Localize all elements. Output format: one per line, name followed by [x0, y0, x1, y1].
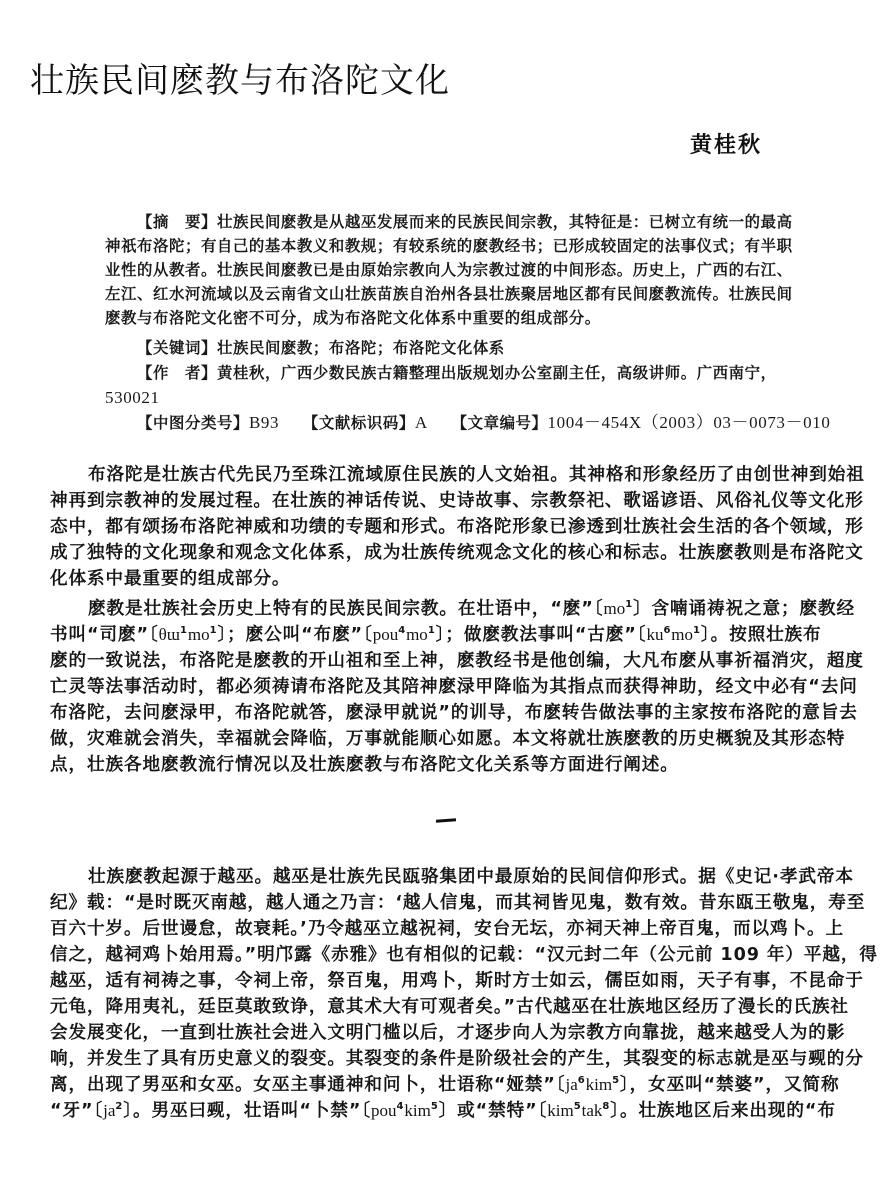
author-info-text: 黄桂秋，广西少数民族古籍整理出版规划办公室副主任，高级讲师。广西南宁，: [216, 364, 777, 382]
text-span: 〕；做麽教法事叫“古麽”〔: [435, 625, 647, 645]
tone-number: 4: [396, 1101, 405, 1112]
phonetic: ja: [103, 1101, 116, 1120]
body-line: 响，并发生了具有历史意义的裂变。其裂变的条件是阶级社会的产生，其裂变的标志就是巫与觋的分: [50, 1049, 864, 1069]
text-span: 〕含喃诵祷祝之意；麽教经: [633, 599, 855, 619]
doc-code-label: 【文献标识码】: [302, 414, 415, 432]
text-span: 〕，女巫叫“禁婆”，又简称: [619, 1075, 840, 1095]
phonetic: mo: [187, 625, 210, 644]
body-line: 化体系中最重要的组成部分。: [50, 569, 291, 589]
body-line: 神再到宗教神的发展过程。在壮族的神话传说、史诗故事、宗教祭祀、歌谣谚语、风俗礼仪等文化形: [50, 491, 864, 511]
phonetic: pou: [371, 1101, 397, 1120]
body-line: 成了独特的文化现象和观念文化体系，成为壮族传统观念文化的核心和标志。壮族麽教则是布洛陀文: [50, 543, 864, 563]
body-line: 态中，都有颂扬布洛陀神威和功绩的专题和形式。布洛陀形象已渗透到壮族社会生活的各个领域，形: [50, 517, 864, 537]
clc-label: 【中图分类号】: [137, 414, 249, 432]
body-line: [50, 1074, 840, 1096]
tone-number: 6: [663, 625, 672, 636]
text-span: 离，出现了男巫和女巫。女巫主事通神和问卜，壮语称“娅禁”〔: [50, 1075, 566, 1095]
abstract-line: [137, 212, 793, 232]
phonetic: tak: [581, 1101, 603, 1120]
body-line: 做，灾难就会消失，幸福就会降临，万事就能顺心如愿。本文将就壮族麽教的历史概貌及其形态特: [50, 729, 846, 749]
abstract-line: 左江、红水河流域以及云南省文山壮族苗族自治州各县壮族聚居地区都有民间麽教流传。壮族民间: [105, 285, 793, 303]
author-info-label: 【作 者】: [137, 364, 217, 382]
tone-number: 5: [573, 1101, 582, 1112]
text-span: 麽教是壮族社会历史上特有的民族民间宗教。在壮语中，“麽”〔: [88, 599, 604, 619]
body-line: 纪》载：“是时既灭南越，越人通之乃言：‘越人信鬼，而其祠皆见鬼，数有效。昔东瓯王敬鬼，寿至: [50, 893, 866, 913]
body-line: [50, 624, 840, 646]
phonetic: kim: [404, 1101, 431, 1120]
author-postcode: [105, 388, 785, 408]
abstract-text: 壮族民间麽教是从越巫发展而来的民族民间宗教，其特征是：已树立有统一的最高: [216, 213, 793, 231]
phonetic: mo: [671, 625, 694, 644]
abstract-line: 神祇布洛陀；有自己的基本教义和教规；有较系统的麽教经书；已形成较固定的法事仪式；有半职: [105, 237, 793, 255]
keywords-label: 【关键词】: [137, 339, 217, 357]
tone-number: 1: [625, 599, 634, 610]
text-span: 〕。男巫曰觋，壮语叫“卜禁”〔: [123, 1101, 372, 1121]
phonetic: pou: [372, 625, 399, 644]
keywords-text: 壮族民间麽教；布洛陀；布洛陀文化体系: [216, 339, 505, 357]
body-line: [88, 598, 855, 620]
tone-number: 5: [430, 1101, 439, 1112]
body-line: 元龟，降用夷礼，廷臣莫敢致诤，意其术大有可观者矣。”古代越巫在壮族地区经历了漫长的氏族社: [50, 997, 849, 1017]
clc-value: B93: [248, 413, 280, 432]
keywords-line: [137, 338, 785, 358]
text-span: “牙”〔: [50, 1101, 104, 1121]
text-span: 〕。按照壮族布: [700, 625, 822, 645]
tone-number: 8: [602, 1101, 611, 1112]
body-line: 百六十岁。后世谩怠，故衰耗。’乃令越巫立越祝祠，安台无坛，亦祠天神上帝百鬼，而以鸡卜。上: [50, 919, 845, 939]
tone-number: 1: [427, 625, 436, 636]
tone-number: 4: [398, 625, 407, 636]
tone-number: 1: [209, 625, 218, 636]
article-no-value: 1004－454X（2003）03－0073－010: [547, 413, 831, 432]
body-line: 信之，越祠鸡卜始用焉。”明邝露《赤雅》也有相似的记载：“汉元封二年（公元前 109 年）平越，得: [50, 945, 878, 965]
tone-number: 2: [115, 1101, 124, 1112]
body-line: [50, 1100, 840, 1122]
phonetic: ku: [646, 625, 664, 644]
text-span: 〕；麽公叫“布麽”〔: [217, 625, 373, 645]
tone-number: 5: [612, 1075, 620, 1086]
doc-code-value: A: [414, 413, 428, 432]
phonetic: mo: [603, 599, 626, 618]
tone-number: 1: [179, 625, 188, 636]
phonetic: kim: [547, 1101, 574, 1120]
body-line: 越巫，适有祠祷之事，令祠上帝，祭百鬼，用鸡卜，斯时方士如云，儒臣如雨，天子有事，不昆命于: [50, 971, 864, 991]
body-line: 壮族麽教起源于越巫。越巫是壮族先民瓯骆集团中最原始的民间信仰形式。据《史记·孝武帝本: [88, 867, 854, 887]
article-title: 壮族民间麽教与布洛陀文化: [30, 60, 450, 101]
body-line: 会发展变化，一直到壮族社会进入文明门槛以后，才逐步向人为宗教方向靠拢，越来越受人为的影: [50, 1023, 846, 1043]
author-info-line: [137, 363, 785, 383]
body-line: 布洛陀，去问麽渌甲，布洛陀就答，麽渌甲就说”的训导，布麽转告做法事的主家按布洛陀的意旨去: [50, 703, 858, 723]
text-span: 〕。壮族地区后来出现的“布: [610, 1101, 836, 1121]
text-span: 〕或“禁特”〔: [438, 1101, 548, 1121]
tone-number: 1: [693, 625, 701, 636]
classification-line: [137, 413, 831, 433]
abstract-line: 麽教与布洛陀文化密不可分，成为布洛陀文化体系中重要的组成部分。: [105, 309, 601, 327]
text-span: 书叫“司麽”〔: [50, 625, 159, 645]
phonetic: kim: [585, 1075, 613, 1094]
section-heading-mark: [436, 818, 456, 822]
postcode-value: 530021: [105, 388, 160, 407]
abstract-label: 【摘 要】: [137, 213, 217, 231]
abstract-line: 业性的从教者。壮族民间麽教已是由原始宗教向人为宗教过渡的中间形态。历史上，广西的右江、: [105, 261, 793, 279]
body-line: 麽的一致说法，布洛陀是麽教的开山祖和至上神，麽教经书是他创编，大凡布麽从事祈福消灾，超度: [50, 651, 864, 671]
article-author: 黄桂秋: [690, 132, 763, 158]
phonetic: mo: [406, 625, 428, 644]
phonetic: θɯ: [158, 625, 180, 644]
article-no-label: 【文章编号】: [451, 414, 548, 432]
body-line: 布洛陀是壮族古代先民乃至珠江流域原住民族的人文始祖。其神格和形象经历了由创世神到始祖: [88, 465, 865, 485]
tone-number: 6: [577, 1075, 586, 1086]
phonetic: ja: [565, 1075, 578, 1094]
body-line: 点，壮族各地麽教流行情况以及壮族麽教与布洛陀文化关系等方面进行阐述。: [50, 755, 679, 775]
body-line: 亡灵等法事活动时，都必须祷请布洛陀及其陪神麽渌甲降临为其指点而获得神助，经文中必有“去问: [50, 677, 858, 697]
